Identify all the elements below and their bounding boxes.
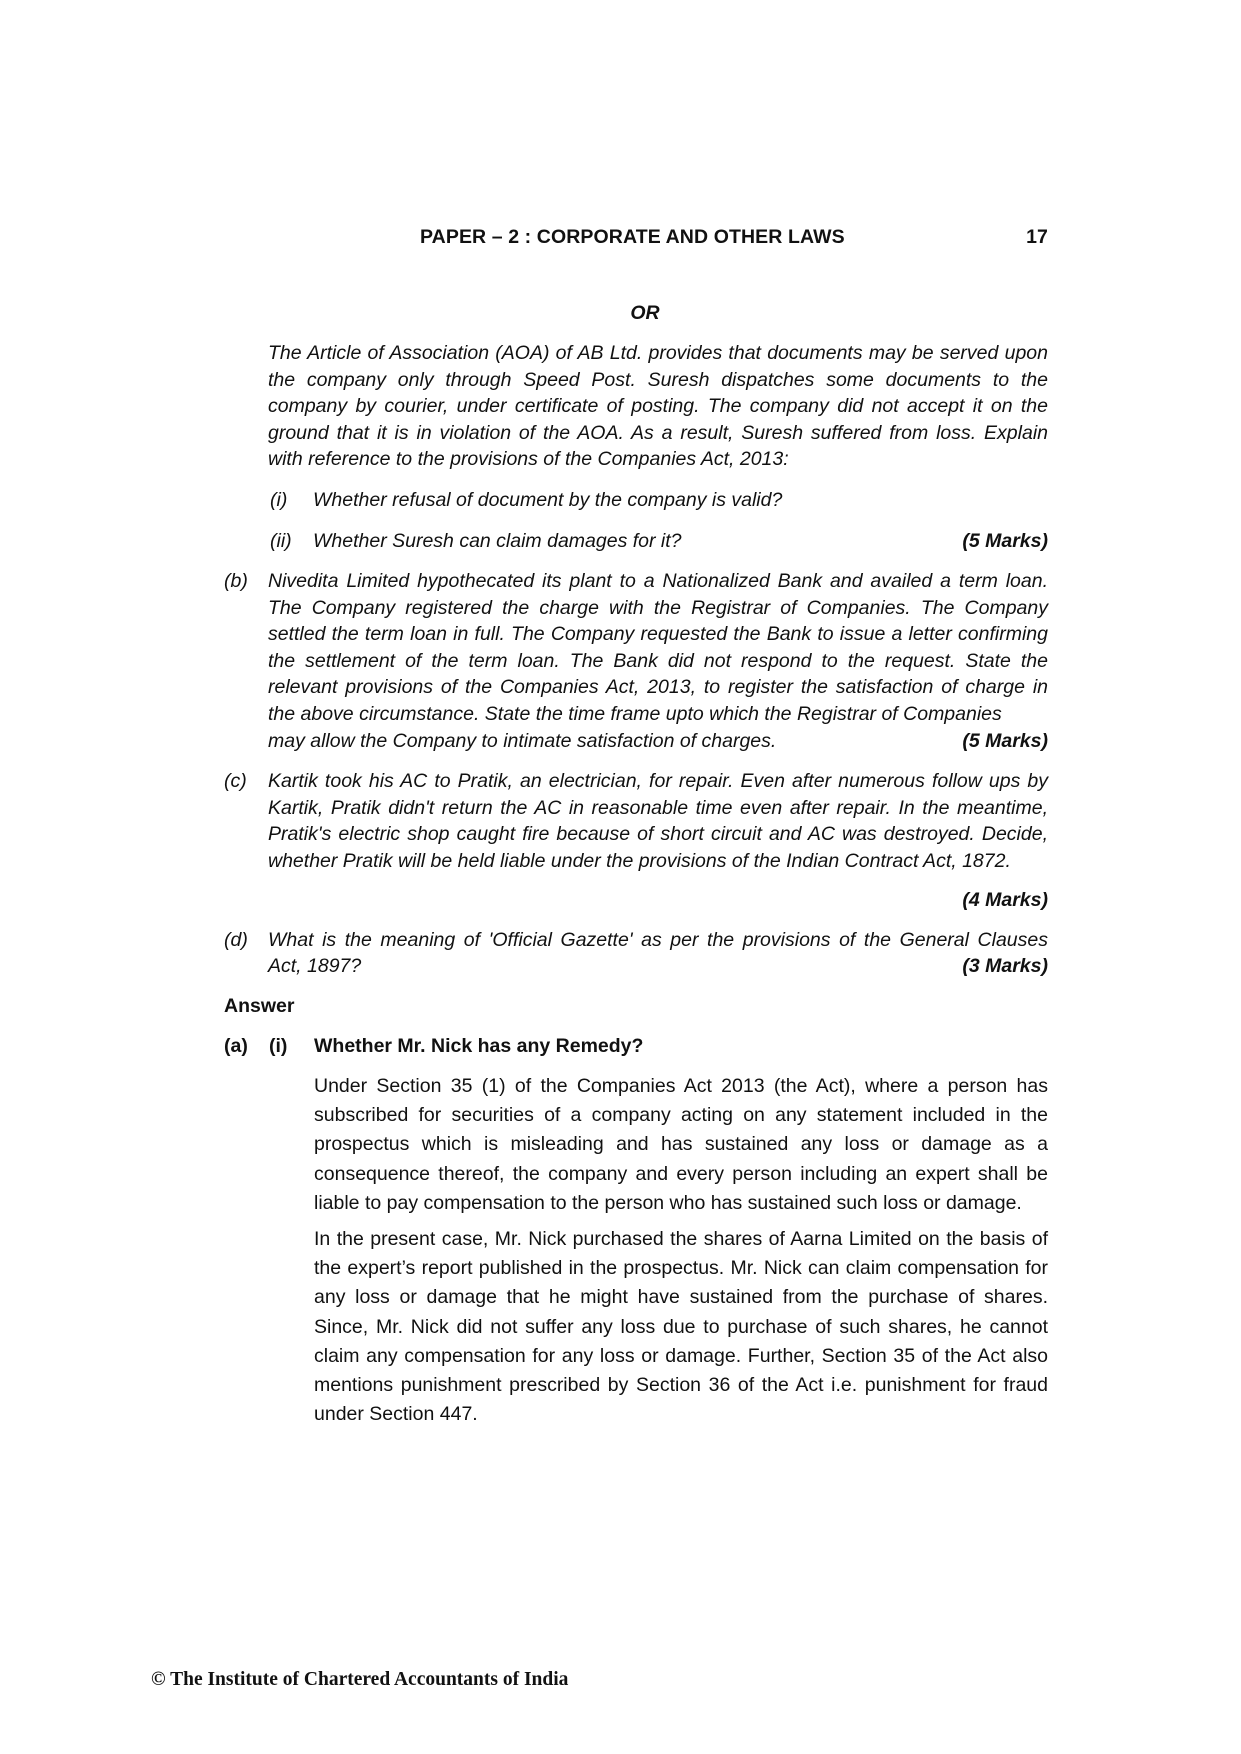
sub-question-label: (i)	[270, 489, 288, 511]
page-header	[420, 226, 1048, 249]
copyright-footer: © The Institute of Chartered Accountants of India	[151, 1669, 569, 1690]
sub-question-text: Whether refusal of document by the company is valid?	[313, 489, 783, 511]
question-last-line	[268, 728, 1048, 755]
marks-label: (4 Marks)	[962, 889, 1048, 911]
question-label: (b)	[224, 570, 248, 592]
page-number: 17	[1026, 226, 1048, 248]
answer-part-label: (a)	[224, 1035, 248, 1057]
answer-sub-heading: Whether Mr. Nick has any Remedy?	[314, 1035, 644, 1057]
answer-paragraph: In the present case, Mr. Nick purchased the shares of Aarna Limited on the basis of the expert’s report published in the prospectus. Mr. Nick can claim compensation for any loss or damage that he might have sustained from the purchase of shares. Since, Mr. Nick did not suffer any loss due to purchase of such shares, he cannot claim any compensation for any loss or damage. Further, Section 35 of the Act also mentions punishment prescribed by Section 36 of the Act i.e. punishment for fraud under Section 447.	[314, 1228, 1048, 1426]
answer-paragraph: Under Section 35 (1) of the Companies Act 2013 (the Act), where a person has subscribed for securities of a company acting on any statement included in the prospectus which is misleading and has sustained any loss or damage as a consequence thereof, the company and every person including an expert shall be liable to pay compensation to the person who has sustained such loss or damage.	[314, 1075, 1048, 1214]
question-last-line	[268, 953, 1048, 980]
question-text: Kartik took his AC to Pratik, an electrician, for repair. Even after numerous follow ups by Kartik, Pratik didn't return the AC in reasonable time even after repair. In the meantime, Pratik's electric shop caught fire because of short circuit and AC was destroyed. Decide, whether Pratik will be held liable under the provisions of the Indian Contract Act, 1872.	[268, 770, 1048, 872]
marks-label: (3 Marks)	[962, 955, 1048, 977]
marks-label: (5 Marks)	[962, 530, 1048, 552]
question-text-end: Act, 1897?	[268, 955, 362, 977]
question-a-alt-text: The Article of Association (AOA) of AB Ltd. provides that documents may be served upon the company only through Speed Post. Suresh dispatches some documents to the company by courier, under certificate of posting. The company did not accept it on the ground that it is in violation of the AOA. As a result, Suresh suffered from loss. Explain with reference to the provisions of the Companies Act, 2013:	[268, 342, 1048, 471]
marks-label: (5 Marks)	[962, 730, 1048, 752]
question-label: (d)	[224, 929, 248, 951]
question-text: Nivedita Limited hypothecated its plant to a Nationalized Bank and availed a term loan. The Company registered the charge with the Registrar of Companies. The Company settled the term loan in full. The Company requested the Bank to issue a letter confirming the settlement of the term loan. The Bank did not respond to the request. State the relevant provisions of the Companies Act, 2013, to register the satisfaction of charge in the above circumstance. State the time frame upto which the Registrar of Companies	[268, 570, 1048, 725]
answer-heading: Answer	[224, 995, 295, 1017]
or-separator: OR	[630, 302, 660, 324]
header-title: PAPER – 2 : CORPORATE AND OTHER LAWS	[420, 226, 845, 248]
sub-question-label: (ii)	[270, 530, 292, 552]
question-label: (c)	[224, 770, 247, 792]
sub-question-text: Whether Suresh can claim damages for it?	[313, 530, 682, 552]
answer-sub-label: (i)	[269, 1035, 288, 1057]
question-text: What is the meaning of 'Official Gazette' as per the provisions of the General Clauses	[268, 929, 1048, 951]
question-text-end: may allow the Company to intimate satisfaction of charges.	[268, 730, 777, 752]
